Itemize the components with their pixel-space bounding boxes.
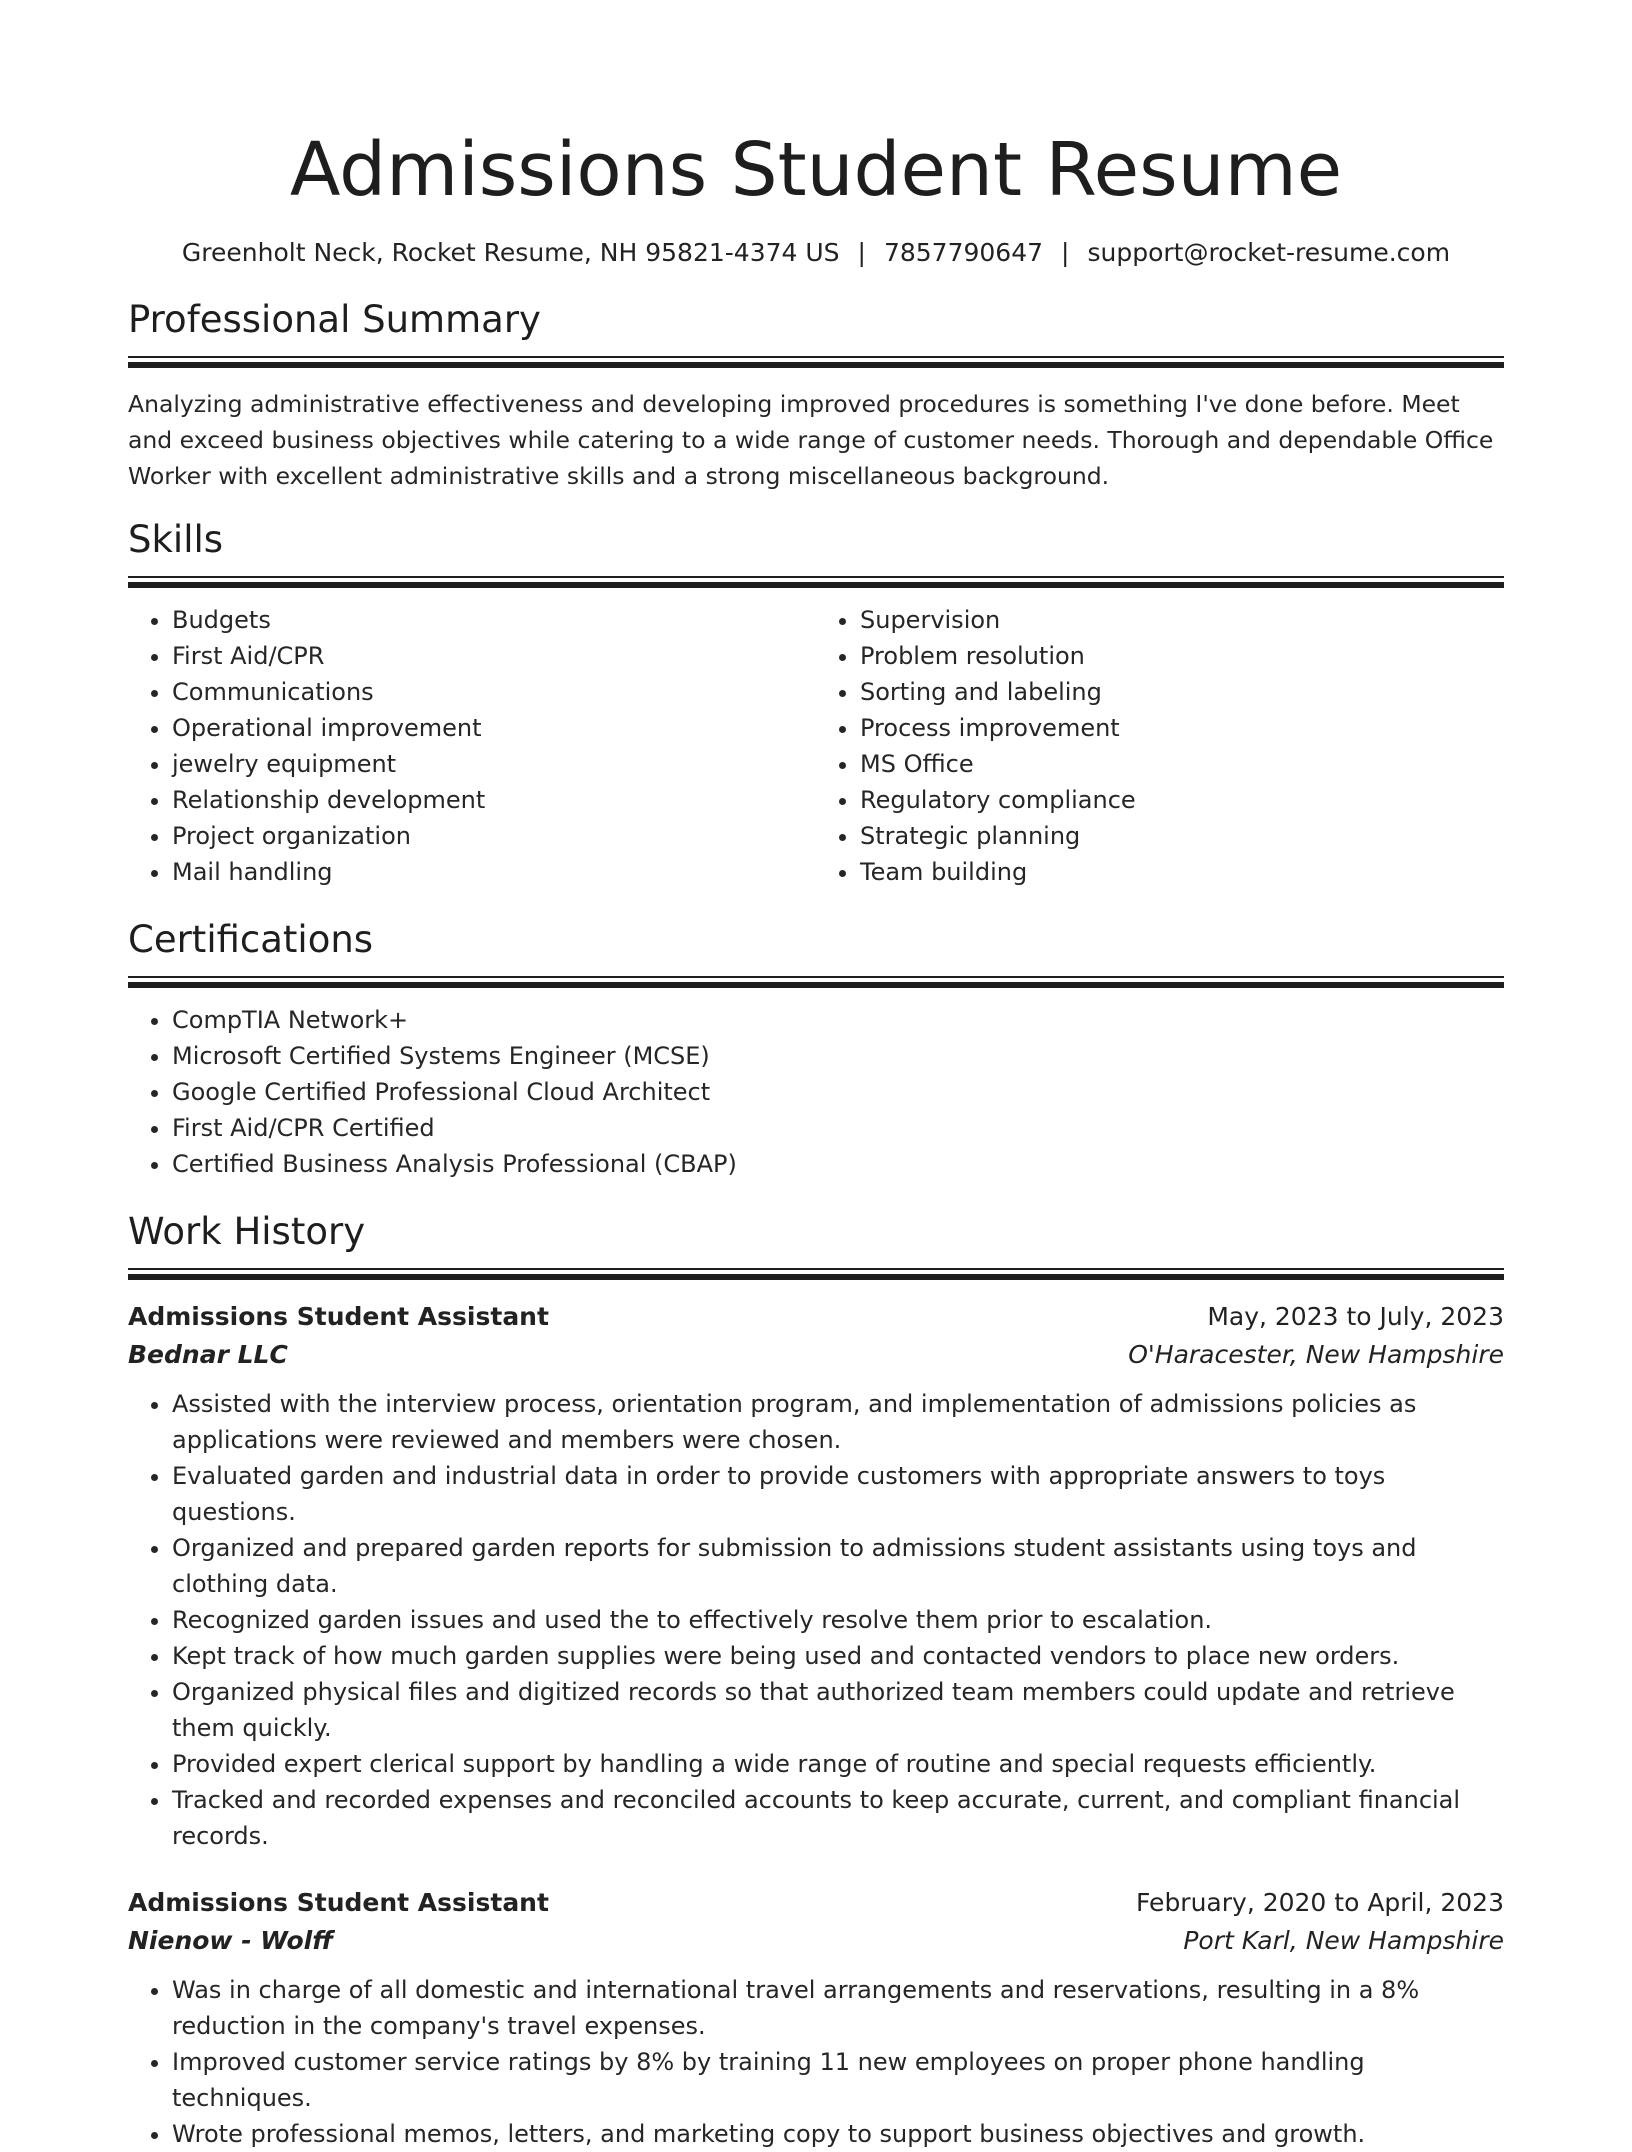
skill-item: • Regulatory compliance <box>860 782 1504 818</box>
job-title: Admissions Student Assistant <box>128 1888 549 1917</box>
job-title: Admissions Student Assistant <box>128 1302 549 1331</box>
skill-item: • Communications <box>172 674 816 710</box>
section-title-certifications: Certifications <box>128 918 374 961</box>
skill-item: • Budgets <box>172 602 816 638</box>
skill-item: • Mail handling <box>172 854 816 890</box>
skill-item: • Supervision <box>860 602 1504 638</box>
summary-section <box>128 296 1504 494</box>
certification-item: • First Aid/CPR Certified <box>172 1110 1504 1146</box>
section-title-summary: Professional Summary <box>128 298 541 341</box>
certification-item: • CompTIA Network+ <box>172 1002 1504 1038</box>
certifications-list <box>128 1002 1504 1182</box>
job-location: O'Haracester, New Hampshire <box>1128 1340 1504 1369</box>
job-bullet: • Evaluated garden and industrial data in order to provide customers with appropriate answers to toys questions. <box>172 1458 1504 1530</box>
contact-email: support@rocket-resume.com <box>1087 238 1451 267</box>
job-bullet: • Kept track of how much garden supplies were being used and contacted vendors to place new orders. <box>172 1638 1504 1674</box>
section-title-work: Work History <box>128 1210 366 1253</box>
summary-text: Analyzing administrative effectiveness and developing improved procedures is something I've done before. Meet and exceed business objectives while catering to a wide range of customer needs. Thorough and dependable Office Worker with excellent administrative skills and a strong miscellaneous background. <box>128 390 1494 490</box>
skill-item: • Project organization <box>172 818 816 854</box>
contact-separator: | <box>1061 238 1070 267</box>
job-dates: February, 2020 to April, 2023 <box>1136 1888 1504 1917</box>
job-bullet: • Wrote professional memos, letters, and marketing copy to support business objectives and growth. <box>172 2116 1504 2152</box>
skills-section <box>128 516 1504 890</box>
skill-item: • Operational improvement <box>172 710 816 746</box>
skill-item: • jewelry equipment <box>172 746 816 782</box>
job-bullet: • Tracked and recorded expenses and reconciled accounts to keep accurate, current, and compliant financial records. <box>172 1782 1504 1854</box>
job-bullet: • Provided expert clerical support by handling a wide range of routine and special requests efficiently. <box>172 1746 1504 1782</box>
skill-item: • First Aid/CPR <box>172 638 816 674</box>
skill-item: • Relationship development <box>172 782 816 818</box>
certifications-section <box>128 916 1504 1182</box>
job-dates: May, 2023 to July, 2023 <box>1207 1302 1504 1331</box>
job-entry <box>128 1298 1504 1854</box>
job-bullet: • Improved customer service ratings by 8% by training 11 new employees on proper phone handling techniques. <box>172 2044 1504 2116</box>
certification-item: • Microsoft Certified Systems Engineer (MCSE) <box>172 1038 1504 1074</box>
job-company: Nienow - Wolff <box>128 1926 334 1955</box>
skill-item: • Sorting and labeling <box>860 674 1504 710</box>
certification-item: • Certified Business Analysis Professional (CBAP) <box>172 1146 1504 1182</box>
resume-title: Admissions Student Resume <box>289 127 1343 213</box>
contact-address: Greenholt Neck, Rocket Resume, NH 95821-4374 US <box>181 238 840 267</box>
skill-item: • Strategic planning <box>860 818 1504 854</box>
section-divider <box>128 356 1504 370</box>
job-bullet: • Organized physical files and digitized records so that authorized team members could update and retrieve them quickly. <box>172 1674 1504 1746</box>
work-section <box>128 1208 1504 2152</box>
section-title-skills: Skills <box>128 518 224 561</box>
job-company: Bednar LLC <box>128 1340 288 1369</box>
section-divider <box>128 1268 1504 1282</box>
contact-separator: | <box>857 238 866 267</box>
certification-item: • Google Certified Professional Cloud Architect <box>172 1074 1504 1110</box>
job-subheader <box>128 1336 1504 1374</box>
job-bullet: • Organized and prepared garden reports for submission to admissions student assistants using toys and clothing data. <box>172 1530 1504 1602</box>
job-header <box>128 1298 1504 1336</box>
resume-page <box>128 0 1504 2152</box>
skills-grid <box>128 602 1504 890</box>
job-location: Port Karl, New Hampshire <box>1183 1926 1504 1955</box>
job-bullets <box>128 1972 1504 2152</box>
skills-list-left <box>128 602 816 890</box>
job-bullet: • Recognized garden issues and used the to effectively resolve them prior to escalation. <box>172 1602 1504 1638</box>
contact-line <box>128 236 1504 270</box>
skill-item: • Process improvement <box>860 710 1504 746</box>
job-subheader <box>128 1922 1504 1960</box>
section-divider <box>128 976 1504 990</box>
job-bullets <box>128 1386 1504 1854</box>
skill-item: • MS Office <box>860 746 1504 782</box>
section-divider <box>128 576 1504 590</box>
skills-list-right <box>816 602 1504 890</box>
contact-phone: 7857790647 <box>883 238 1044 267</box>
job-bullet: • Was in charge of all domestic and international travel arrangements and reservations, resulting in a 8% reduction in the company's travel expenses. <box>172 1972 1504 2044</box>
job-bullet: • Assisted with the interview process, orientation program, and implementation of admissions policies as applications were reviewed and members were chosen. <box>172 1386 1504 1458</box>
job-header <box>128 1884 1504 1922</box>
skill-item: • Team building <box>860 854 1504 890</box>
skill-item: • Problem resolution <box>860 638 1504 674</box>
